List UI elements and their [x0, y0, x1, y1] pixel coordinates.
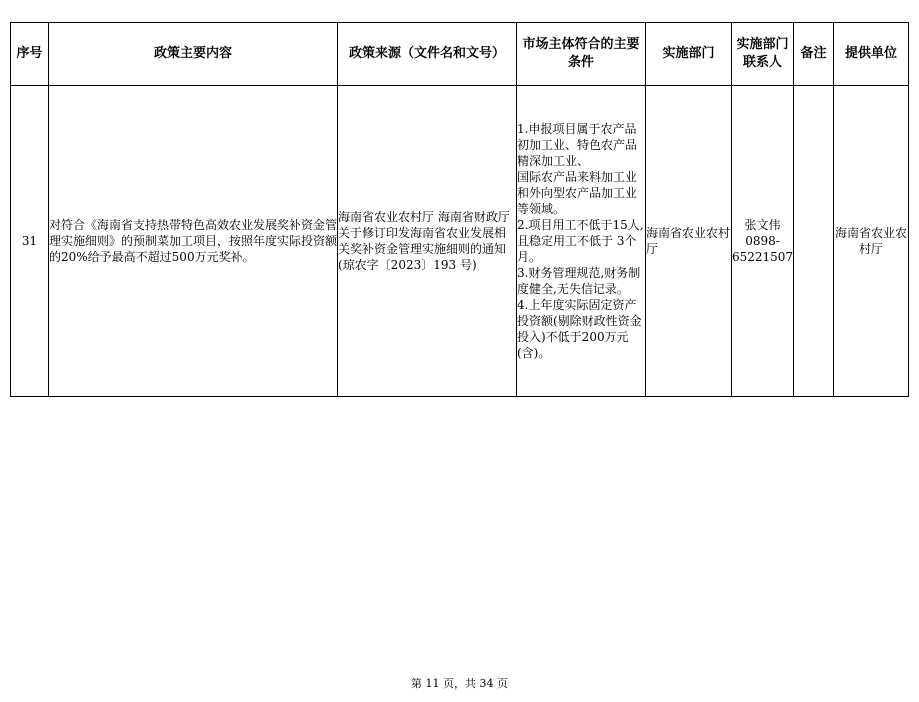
- header-provider: 提供单位: [834, 23, 909, 86]
- header-row: [11, 23, 909, 86]
- condition-item: 2.项目用工不低于15人,且稳定用工不低于 3个月。: [517, 218, 644, 264]
- cell-conditions: [517, 86, 646, 397]
- header-index: 序号: [11, 23, 49, 86]
- condition-item: 3.财务管理规范,财务制度健全,无失信记录。: [517, 266, 641, 296]
- table-row: [11, 86, 909, 397]
- header-contact: 实施部门联系人: [732, 23, 794, 86]
- condition-item: 1.申报项目属于农产品初加工业、特色农产品精深加工业、: [517, 122, 638, 168]
- header-remarks: 备注: [794, 23, 834, 86]
- header-conditions: 市场主体符合的主要条件: [517, 23, 646, 86]
- condition-item: 国际农产品来料加工业和外向型农产品加工业等领域。: [517, 170, 638, 216]
- cell-department: 海南省农业农村厅: [646, 86, 732, 397]
- cell-contact: [732, 86, 794, 397]
- cell-source: 海南省农业农村厅 海南省财政厅关于修订印发海南省农业发展相关奖补资金管理实施细则的通知(琼农字〔2023〕193 号): [338, 86, 517, 397]
- page-footer: 第 11 页，共 34 页: [411, 677, 508, 690]
- cell-content: 对符合《海南省支持热带特色高效农业发展奖补资金管理实施细则》的预制菜加工项目，按照年度实际投资额的20%给予最高不超过500万元奖补。: [49, 86, 338, 397]
- header-content: 政策主要内容: [49, 23, 338, 86]
- condition-item: 4.上年度实际固定资产投资额(剔除财政性资金投入)不低于200万元(含)。: [517, 298, 642, 360]
- cell-provider: 海南省农业农村厅: [834, 86, 909, 397]
- cell-index: 31: [11, 86, 49, 397]
- contact-phone: 0898-65221507: [732, 234, 794, 264]
- header-source: 政策来源（文件名和文号）: [338, 23, 517, 86]
- policy-table: [10, 22, 909, 397]
- cell-remarks: [794, 86, 834, 397]
- header-department: 实施部门: [646, 23, 732, 86]
- contact-name: 张文伟: [744, 218, 781, 232]
